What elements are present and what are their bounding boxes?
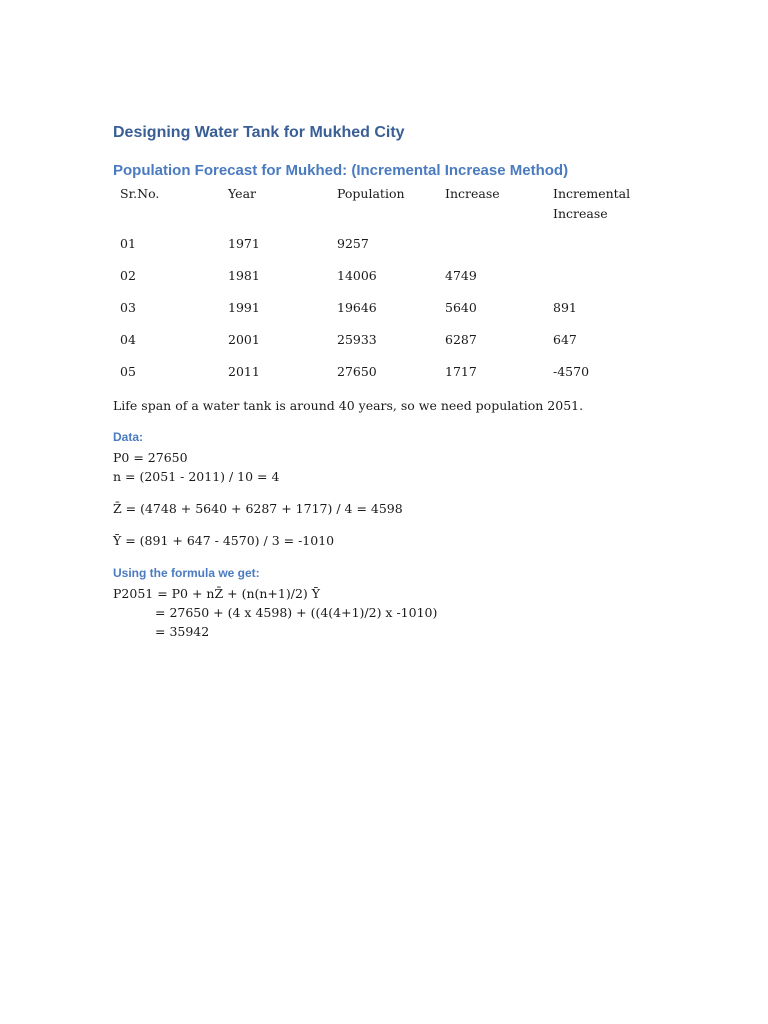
header-year: Year	[228, 186, 256, 201]
cell-incremental-increase: -4570	[553, 364, 590, 379]
cell-population: 25933	[337, 332, 377, 347]
cell-year: 1981	[228, 268, 260, 283]
cell-srno: 05	[120, 364, 136, 379]
data-label: Data:	[113, 430, 144, 444]
cell-srno: 01	[120, 236, 136, 251]
table-row	[113, 364, 653, 396]
cell-increase	[438, 236, 546, 268]
cell-year: 2011	[228, 364, 260, 379]
cell-population: 14006	[337, 268, 377, 283]
cell-srno: 04	[120, 332, 136, 347]
cell-year: 2001	[228, 332, 260, 347]
cell-incremental-increase: 891	[553, 300, 577, 315]
formula-result: = 35942	[155, 624, 210, 639]
table-row	[113, 300, 653, 332]
n-line: n = (2051 - 2011) / 10 = 4	[113, 469, 280, 484]
population-table	[113, 184, 653, 396]
cell-incremental-increase	[546, 236, 653, 268]
cell-year: 1991	[228, 300, 260, 315]
cell-increase: 5640	[445, 300, 477, 315]
header-population: Population	[337, 186, 405, 201]
y-bar-line: Ȳ = (891 + 647 - 4570) / 3 = -1010	[113, 533, 335, 548]
cell-population: 27650	[337, 364, 377, 379]
z-bar-line: Z̄ = (4748 + 5640 + 6287 + 1717) / 4 = 4598	[113, 501, 403, 516]
cell-population: 9257	[337, 236, 369, 251]
header-incremental-increase: Incremental Increase	[553, 186, 631, 221]
cell-incremental-increase: 647	[553, 332, 577, 347]
p0-line: P0 = 27650	[113, 450, 188, 465]
table-header-row	[113, 184, 653, 236]
table-row	[113, 332, 653, 364]
life-span-paragraph: Life span of a water tank is around 40 years, so we need population 2051.	[113, 398, 584, 413]
table-row	[113, 268, 653, 300]
cell-increase: 4749	[445, 268, 477, 283]
document-title: Designing Water Tank for Mukhed City	[113, 124, 405, 141]
formula-label: Using the formula we get:	[113, 566, 260, 580]
section-heading: Population Forecast for Mukhed: (Incremental Increase Method)	[113, 162, 569, 179]
cell-incremental-increase	[546, 268, 653, 300]
cell-srno: 02	[120, 268, 136, 283]
formula-line-2: = 27650 + (4 x 4598) + ((4(4+1)/2) x -1010)	[155, 605, 438, 620]
cell-population: 19646	[337, 300, 377, 315]
formula-line-1: P2051 = P0 + nZ̄ + (n(n+1)/2) Ȳ	[113, 586, 321, 601]
table-row	[113, 236, 653, 268]
cell-year: 1971	[228, 236, 260, 251]
header-srno: Sr.No.	[120, 186, 160, 201]
header-increase: Increase	[445, 186, 500, 201]
cell-increase: 6287	[445, 332, 477, 347]
cell-srno: 03	[120, 300, 136, 315]
cell-increase: 1717	[445, 364, 477, 379]
